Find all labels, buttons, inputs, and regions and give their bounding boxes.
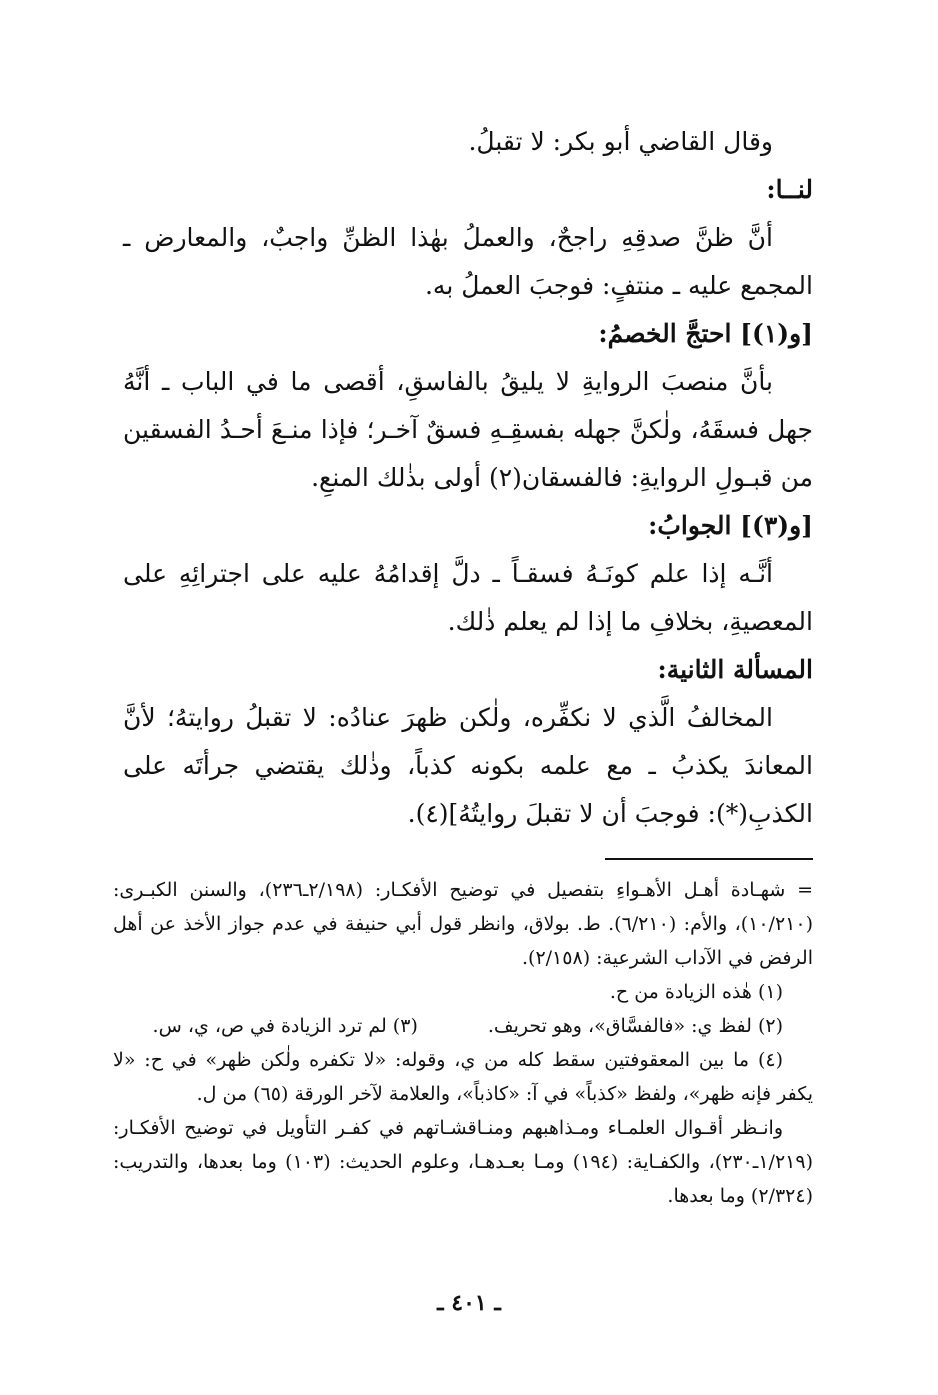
footnote-1: (١) هٰذه الزيادة من ح. bbox=[609, 981, 783, 1003]
paragraph-answer: أنَّـه إذا علم كونَـهُ فسقـاً ـ دلَّ إقدامُهُ عليه على اجترائِهِ على المعصيةِ، بخلافِ ما إذا لم يعلم ذٰلك. bbox=[123, 559, 813, 636]
footnote-2: (٢) لفظ ي: «فالفسَّاق»، وهو تحريف. bbox=[487, 1015, 783, 1037]
paragraph-second-issue: المخالفُ الَّذي لا نكفِّره، ولٰكن ظهرَ عنادُه: لا تقبلُ روايتهُ؛ لأنَّ المعاندَ يكذبُ ـ مع علمه بكونه كذباً، وذٰلك يقتضي جرأتَه على الكذبِ(*): فوجبَ أن لا تقبلَ روايتُهُ](٤). bbox=[123, 703, 813, 828]
footnotes-block bbox=[113, 873, 813, 1213]
paragraph-opponent-argument: بأنَّ منصبَ الروايةِ لا يليقُ بالفاسقِ، أقصى ما في الباب ـ أنَّهُ جهل فسقَهُ، ولٰكنَّ جهله بفسقِـهِ فسقٌ آخـر؛ فإذا منـعَ أحـدُ الفسقين من قبـولِ الروايةِ: فالفسقان(٢) أولى بذٰلك المنعِ. bbox=[123, 367, 813, 492]
footnote-row-2-3 bbox=[113, 1009, 813, 1043]
heading-second-issue: المسألة الثانية: bbox=[657, 655, 813, 684]
footnote-star: وانـظر أقـوال العلمـاء ومـذاهبهم ومنـاقشـاتهم في كفـر التأويل في توضيح الأفكـار: (١/٢١٩ـ٢٣٠)، والكفـاية: (١٩٤) ومـا بعـدهـا، وعلوم الحديث: (١٠٣) وما بعدها، والتدريب: (٢/٣٢٤) وما بعدها. bbox=[113, 1117, 813, 1207]
opening-line: وقال القاضي أبو بكر: لا تقبلُ. bbox=[468, 127, 773, 156]
footnote-3: (٣) لم ترد الزيادة في ص، ي، س. bbox=[152, 1015, 418, 1037]
main-text-block bbox=[123, 118, 813, 838]
heading-opponent-argument: [و(١)] احتجَّ الخصمُ: bbox=[598, 319, 813, 348]
page-number: ـ ٤٠١ ـ bbox=[437, 1290, 501, 1316]
footnote-4: (٤) ما بين المعقوفتين سقط كله من ي، وقوله: «لا تكفره ولٰكن ظهر» في ح: «لا يكفر فإنه ظهر»، ولفظ «كذباً» في آ: «كاذباً»، والعلامة لآخر الورقة (٦٥) من ل. bbox=[113, 1049, 813, 1105]
footnote-separator bbox=[605, 858, 813, 860]
paragraph-evidence: أنَّ ظنَّ صدقِهِ راجحٌ، والعملُ بهٰذا الظنِّ واجبٌ، والمعارض ـ المجمع عليه ـ منتفٍ: فوجبَ العملُ به. bbox=[123, 223, 813, 300]
heading-answer: [و(٣)] الجوابُ: bbox=[648, 511, 813, 540]
heading-lana: لنــا: bbox=[766, 175, 813, 204]
footnote-continuation: = شهـادة أهـل الأهـواءِ بتفصيل في توضيح الأفكـار: (٢/١٩٨ـ٢٣٦)، والسنن الكبـرى: (١٠/٢١٠)، والأم: (٦/٢١٠). ط. بولاق، وانظر قول أبي حنيفة في عدم جواز الأخذ عن أهل الرفض في الآداب الشرعية: (٢/١٥٨). bbox=[113, 879, 813, 969]
